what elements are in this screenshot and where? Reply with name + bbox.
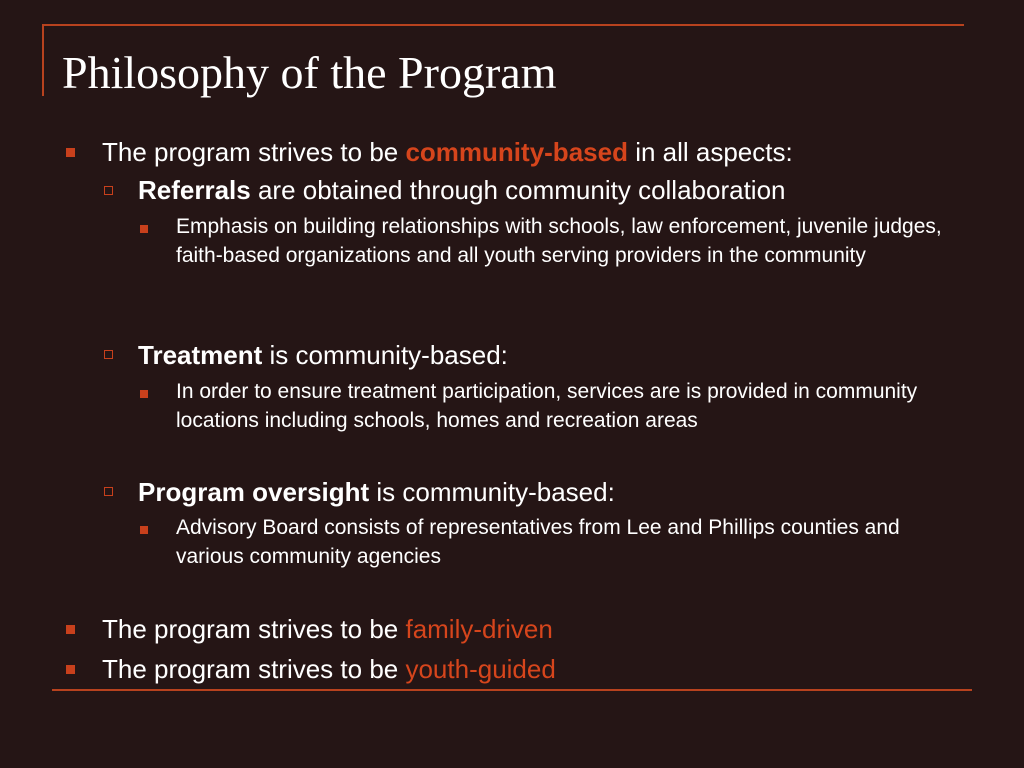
sub-bullet-referrals bbox=[138, 171, 786, 209]
title-frame-left-line bbox=[42, 24, 44, 96]
square-bullet-icon bbox=[140, 526, 148, 534]
slide-title: Philosophy of the Program bbox=[62, 47, 557, 98]
highlight-family-driven: family-driven bbox=[405, 614, 553, 644]
highlight-community-based: community-based bbox=[405, 137, 628, 167]
hollow-square-bullet-icon bbox=[104, 350, 113, 359]
bullet-text-prefix: The program strives to be bbox=[102, 137, 406, 167]
square-bullet-icon bbox=[140, 390, 148, 398]
hollow-square-bullet-icon bbox=[104, 186, 113, 195]
treatment-detail: In order to ensure treatment participation, services are is provided in community locations including schools, homes and recreation areas bbox=[176, 380, 918, 432]
square-bullet-icon bbox=[66, 625, 75, 634]
square-bullet-icon bbox=[66, 665, 75, 674]
referrals-text: are obtained through community collaboration bbox=[250, 175, 786, 205]
treatment-label: Treatment bbox=[138, 340, 263, 370]
referrals-detail: Emphasis on building relationships with schools, law enforcement, juvenile judges, faith-based organizations and all youth serving providers in the community bbox=[176, 215, 942, 267]
bullet-community-based bbox=[102, 132, 793, 172]
title-frame-top-line bbox=[42, 24, 964, 26]
square-bullet-icon bbox=[140, 225, 148, 233]
program-oversight-text: is community-based: bbox=[369, 477, 615, 507]
bullet-text-prefix: The program strives to be bbox=[102, 654, 406, 684]
highlight-youth-guided: youth-guided bbox=[405, 654, 556, 684]
referrals-label: Referrals bbox=[138, 175, 251, 205]
sub-bullet-treatment bbox=[138, 336, 508, 374]
program-oversight-detail: Advisory Board consists of representatives from Lee and Phillips counties and various community agencies bbox=[176, 516, 900, 568]
program-oversight-label: Program oversight bbox=[138, 477, 370, 507]
treatment-text: is community-based: bbox=[262, 340, 508, 370]
bottom-divider-line bbox=[52, 689, 972, 691]
bullet-text-prefix: The program strives to be bbox=[102, 614, 406, 644]
square-bullet-icon bbox=[66, 148, 75, 157]
bullet-family-driven bbox=[102, 609, 553, 649]
bullet-text-suffix: in all aspects: bbox=[627, 137, 793, 167]
bullet-youth-guided bbox=[102, 649, 556, 689]
sub-bullet-program-oversight bbox=[138, 473, 615, 511]
hollow-square-bullet-icon bbox=[104, 487, 113, 496]
